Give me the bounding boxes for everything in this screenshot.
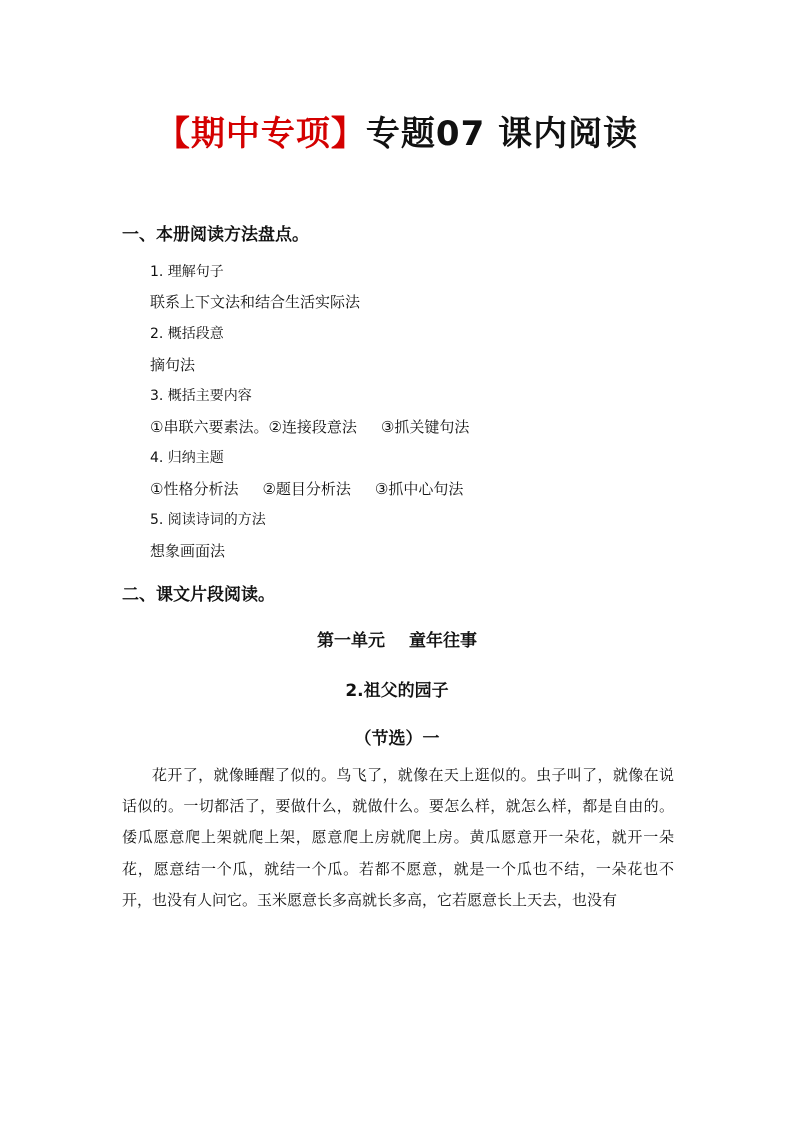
document-title xyxy=(0,106,794,155)
unit-label: 第一单元 xyxy=(317,631,385,651)
excerpt-label: （节选）一 xyxy=(354,729,440,749)
item1-method: 联系上下文法和结合生活实际法 xyxy=(150,293,361,311)
item3-label: 3. 概括主要内容 xyxy=(150,388,252,404)
title-rest: 专题07 课内阅读 xyxy=(365,114,639,154)
item3-method-2: ③抓关键句法 xyxy=(380,418,470,436)
section2-heading: 二、课文片段阅读。 xyxy=(122,585,275,605)
item2-method: 摘句法 xyxy=(150,356,196,374)
section1-heading: 一、本册阅读方法盘点。 xyxy=(122,225,309,245)
item3-methods xyxy=(150,417,469,437)
item3-method-1: ①串联六要素法。②连接段意法 xyxy=(150,418,357,436)
item5-label: 5. 阅读诗词的方法 xyxy=(150,512,266,528)
lesson-title: 2.祖父的园子 xyxy=(345,681,449,701)
item4-method-1: ①性格分析法 xyxy=(150,480,239,498)
item5-method: 想象画面法 xyxy=(150,542,226,560)
item1-label: 1. 理解句子 xyxy=(150,264,224,280)
title-bracketed: 【期中专项】 xyxy=(155,114,366,154)
item2-label: 2. 概括段意 xyxy=(150,326,224,342)
unit-title: 童年往事 xyxy=(409,631,477,651)
item4-methods xyxy=(150,479,463,499)
item4-method-3: ③抓中心句法 xyxy=(374,480,464,498)
reading-passage xyxy=(122,760,674,916)
passage-paragraph: 花开了，就像睡醒了似的。鸟飞了，就像在天上逛似的。虫子叫了，就像在说话似的。一切都活了，要做什么，就做什么。要怎么样，就怎么样，都是自由的。倭瓜愿意爬上架就爬上架，愿意爬上房就爬上房。黄瓜愿意开一朵花，就开一朵花，愿意结一个瓜，就结一个瓜。若都不愿意，就是一个瓜也不结，一朵花也不开，也没有人问它。玉米愿意长多高就长多高，它若愿意长上天去，也没有 xyxy=(122,766,674,909)
item4-label: 4. 归纳主题 xyxy=(150,450,224,466)
item4-method-2: ②题目分析法 xyxy=(262,480,351,498)
unit-heading xyxy=(0,626,794,651)
